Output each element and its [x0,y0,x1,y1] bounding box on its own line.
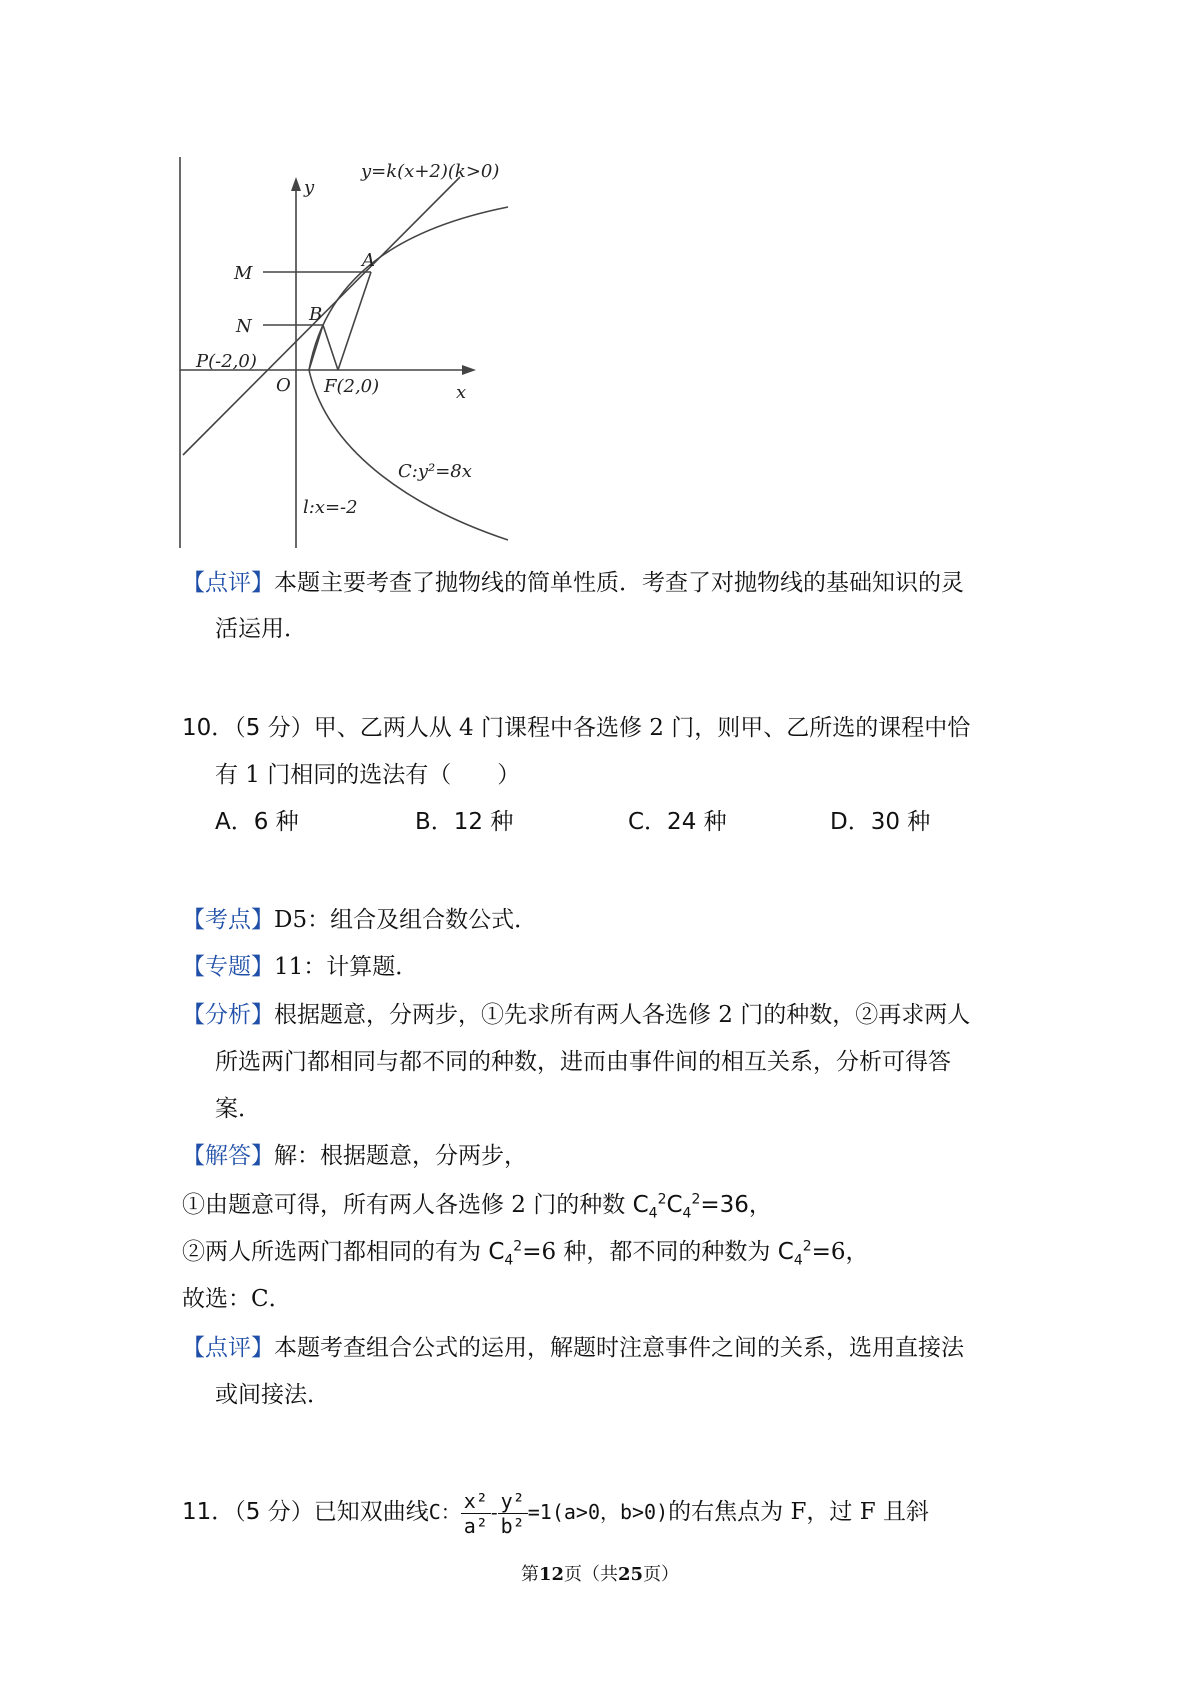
x-axis-label: x [456,382,467,403]
fraction-y: $\frac{\text{y²}}{\text{b²}}$ [498,1489,528,1538]
q10-zhuanti: 【专题】11：计算题． [182,954,419,980]
question-number: 10． [182,715,235,741]
q10-comment-line1: 【点评】本题考查组合公式的运用，解题时注意事件之间的关系，选用直接法 [182,1335,964,1361]
q11-stem: 11．（5 分）已知双曲线C： $\frac{\text{x²}}{\text{a²}}$ - $\frac{\text{y²}}{\text{b²}}$ =1(a>0，b>0)的右焦点为 F，过 F 且斜 [182,1488,930,1538]
directrix-label: l:x=-2 [303,497,358,518]
label-F: F(2,0) [324,376,380,397]
q10-step2: ②两人所选两门都相同的有为 $C_4^2=6$ 种，都不同的种数为 $C_4^2=6$， [182,1238,869,1269]
comment-tag: 【点评】 [182,570,274,596]
option-c: C．24 种 [628,809,727,835]
fraction-x: $\frac{\text{x²}}{\text{a²}}$ [461,1489,491,1538]
q10-jieda: 【解答】解：根据题意，分两步， [182,1143,527,1169]
option-d: D．30 种 [830,809,931,835]
parabola-upper-branch [309,207,508,370]
q10-comment-line2: 或间接法． [215,1382,330,1408]
y-axis-arrow [291,177,301,191]
parabola-figure [178,155,524,550]
current-page: 12 [538,1564,564,1585]
option-a: A．6 种 [215,809,299,835]
segment-O-B [309,325,323,370]
label-A: A [362,250,375,271]
q10-stem-line1: 10．（5 分）甲、乙两人从 4 门课程中各选修 2 门，则甲、乙所选的课程中恰 [182,715,971,741]
q10-answer: 故选：C． [182,1286,292,1312]
label-M: M [234,263,253,284]
page-footer: 第12页（共25页） [520,1564,680,1585]
q10-step1: ①由题意可得，所有两人各选修 2 门的种数 $C_4^2C_4^2=36$， [182,1191,772,1222]
q10-fenxi-line3: 案． [215,1096,261,1122]
total-pages: 25 [618,1564,644,1585]
q9-comment-line1: 【点评】本题主要考查了抛物线的简单性质．考查了对抛物线的基础知识的灵 [182,570,964,596]
segment-B-F [323,325,338,370]
label-O: O [276,375,291,396]
q10-kaodian: 【考点】D5：组合及组合数公式． [182,907,538,933]
q10-stem-line2: 有 1 门相同的选法有（ ） [215,762,521,788]
label-P: P(-2,0) [196,351,257,372]
q9-comment-line2: 活运用． [215,616,307,642]
label-N: N [236,316,252,337]
line-label: y=k(x+2)(k>0) [361,161,500,182]
q10-fenxi-line2: 所选两门都相同与都不同的种数，进而由事件间的相互关系，分析可得答 [215,1049,951,1075]
x-axis-arrow [462,365,476,375]
option-b: B．12 种 [415,809,514,835]
segment-F-A [338,272,371,370]
q10-fenxi-line1: 【分析】根据题意，分两步，①先求所有两人各选修 2 门的种数，②再求两人 [182,1002,971,1028]
label-B: B [309,304,323,325]
curve-label: C:y²=8x [398,461,472,482]
y-axis-label: y [304,177,315,198]
question-score: （5 分） [234,715,314,741]
